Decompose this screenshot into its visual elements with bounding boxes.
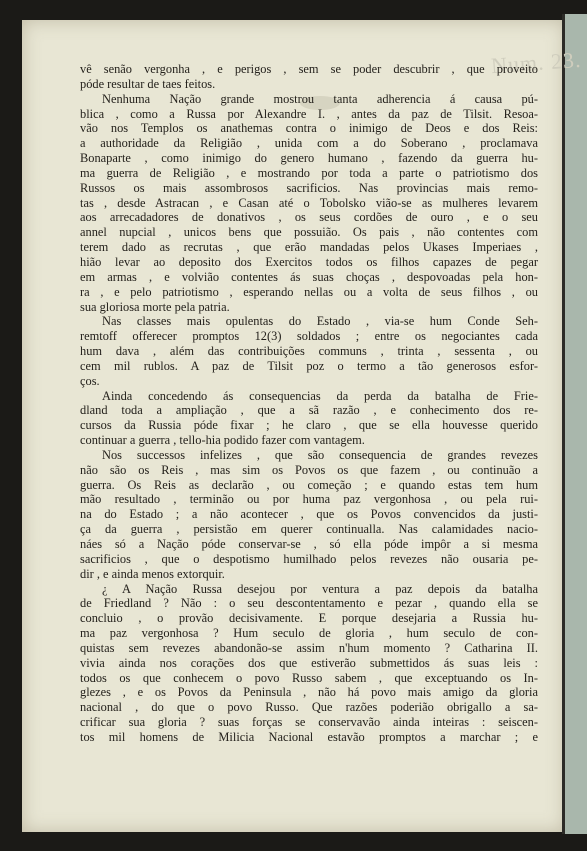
- text-line: ça da guerra , persistão em querer continualla. Nas calamidades nacio-: [80, 522, 538, 537]
- text-line: em armas , e volvião contentes ás suas choças , despovoadas pela hon-: [80, 269, 538, 284]
- text-line: hum dava , além das contribuições communs , trinta , sessenta , ou: [80, 344, 538, 359]
- text-line: crificar sua gloria ? suas forças se conservavão ainda inteiras : seiscen-: [80, 715, 538, 730]
- text-line: Ainda concedendo ás consequencias da perda da batalha de Frie-: [102, 388, 538, 403]
- text-line: Nas classes mais opulentas do Estado , via-se hum Conde Seh-: [102, 314, 538, 329]
- text-line: todos os que conhecem o povo Russo sabem , que exceptuando os In-: [80, 670, 538, 685]
- text-line: náes só a Nação póde conservar-se , só ella póde impôr a si mesma: [80, 537, 538, 551]
- text-line: nacional , do que o povo Russo. Que razões poderião obrigallo a sa-: [80, 700, 538, 715]
- text-line: cursos da Russia póde fixar ; he claro , que se ella houvesse querido: [80, 418, 538, 433]
- text-line: Nos successos infelizes , que são consequencia de grandes revezes: [102, 447, 538, 462]
- text-line: dland toda a ampliação , que a sã razão , e conhecimento dos re-: [80, 403, 538, 418]
- text-line: sua gloriosa morte pela patria.: [80, 299, 230, 314]
- text-line: terem dado as recrutas , que erão mandadas pelos Ukases Imperiaes ,: [80, 240, 538, 255]
- text-line: annel nupcial , unicos bens que possuião. Os pais , não contentes com: [80, 225, 538, 240]
- text-line: cem mil rublos. A paz de Tilsit poz o termo a tão generosos esfor-: [80, 358, 538, 373]
- text-line: dir , e ainda menos extorquir.: [80, 566, 225, 581]
- text-line: guerra. Os Reis as declarão , ou começão ; e quando estas tem hum: [80, 477, 538, 492]
- text-line: ma paz vergonhosa ? Hum seculo de gloria , hum seculo de con-: [80, 626, 538, 641]
- text-line: vão nos Templos os anathemas contra o inimigo de Deos e dos Reis:: [80, 121, 538, 136]
- text-line: concluio , o provão decisivamente. E porque desejaria a Russia hu-: [80, 611, 538, 626]
- body-text: [80, 62, 538, 745]
- text-line: ra , e pelo patriotismo , esperando nellas ou a volta de seus filhos , ou: [80, 284, 538, 299]
- text-line: Russos os mais assombrosos sacrificios. Nas provincias mais remo-: [80, 180, 538, 195]
- text-line: glezes , e os Povos da Peninsula , não há povo mais amigo da gloria: [80, 685, 538, 700]
- text-line: na do Estado ; a não acontecer , que os Povos convencidos da justi-: [80, 507, 538, 522]
- text-line: não são os Reis , mas sim os Povos os que fazem , ou continuão a: [80, 462, 538, 477]
- text-line: aos arrecadadores de donativos , os seus cordões de ouro , e o seu: [80, 210, 538, 225]
- text-line: tas , desde Astracan , e Casan até o Tobolsko vião-se as mulheres levarem: [80, 195, 538, 210]
- facing-page-edge: [565, 14, 587, 834]
- text-line: hião levar ao deposito dos Exercitos todos os filhos capazes de pegar: [80, 254, 538, 269]
- text-line: tos mil homens de Milicia Nacional estavão promptos a marchar ; e: [80, 729, 538, 744]
- text-line: blica , como a Russa por Alexandre I. , antes da paz de Tilsit. Resoa-: [80, 106, 538, 121]
- text-line: vê senão vergonha , e perigos , sem se poder descubrir , que proveito: [80, 62, 538, 76]
- text-line: ma guerra de Religião , e mostrando por toda a parte o patriotismo dos: [80, 165, 538, 180]
- text-line: quistas sem revezes abandonão-se assim n'hum momento ? Catharina II.: [80, 640, 538, 655]
- text-line: mão resultado , terminão ou por huma paz vergonhosa , ou pela rui-: [80, 492, 538, 507]
- text-line: Bonaparte , como inimigo do genero humano , fazendo da guerra hu-: [80, 151, 538, 166]
- text-line: ços.: [80, 373, 100, 388]
- text-line: ¿ A Nação Russa desejou por ventura a paz depois da batalha: [102, 581, 538, 596]
- text-line: póde resultar de taes feitos.: [80, 76, 216, 91]
- text-line: sacrificios , que o despotismo humilhado pelos revezes não ousaria pe-: [80, 551, 538, 566]
- text-line: de Friedland ? Não : o seu descontentamento e pezar , quando ella se: [80, 596, 538, 611]
- page-number: Num. 23.: [489, 46, 582, 79]
- text-line: vivia ainda nos corações dos que estiverão submettidos ás suas leis :: [80, 655, 538, 670]
- text-line: a authoridade da Religião , unida com a do Soberano , proclamava: [80, 136, 538, 151]
- text-line: remtoff offerecer promptos 12(3) soldados ; entre os negociantes cada: [80, 329, 538, 344]
- text-line: Nenhuma Nação grande mostrou tanta adherencia á causa pú-: [102, 91, 538, 106]
- text-line: continuar a guerra , tello-hia podido fazer com vantagem.: [80, 433, 365, 448]
